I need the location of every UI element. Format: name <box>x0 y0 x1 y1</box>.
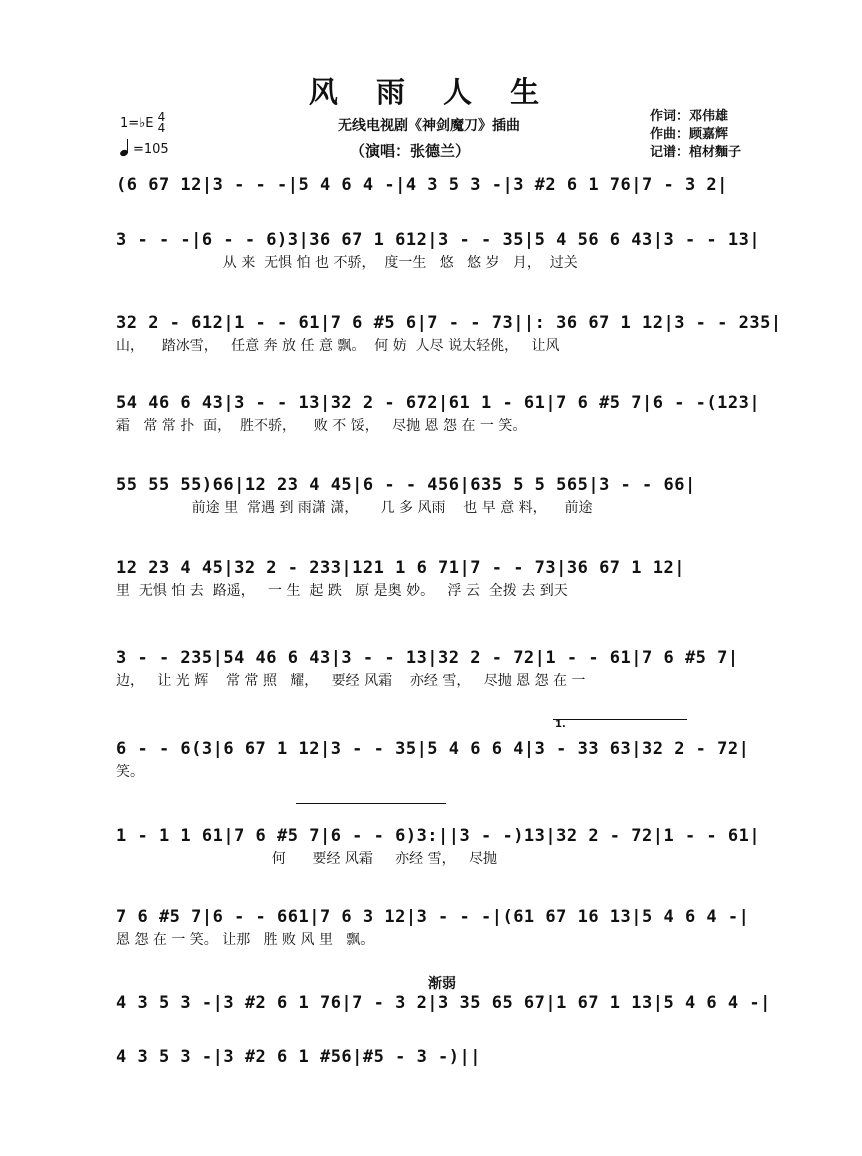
transcriber-credit: 记谱：棺材麵子 <box>650 145 742 160</box>
score-system <box>116 172 766 218</box>
lyrics-line: 山， 踏冰雪， 任意 奔 放 任 意 飘。 何 妨 人尽 说太轻佻， 让风 <box>116 338 560 354</box>
quarter-note-icon <box>120 140 130 156</box>
lyrics-line: 恩 怨 在 一 笑。 让那 胜 败 风 里 飘。 <box>116 932 375 948</box>
key-signature: 1=♭E <box>120 115 154 131</box>
lyrics-line: 从 来 无惧 怕 也 不骄， 度一生 悠 悠 岁 月， 过关 <box>116 255 578 271</box>
score-system <box>116 390 766 436</box>
notation-line: 6 - - 6(3|6 67 1 12|3 - - 35|5 4 6 6 4|3 - 33 63|32 2 - 72| <box>116 739 750 759</box>
notation-line: 3 - - 235|54 46 6 43|3 - - 13|32 2 - 72|1 - - 61|7 6 #5 7| <box>116 648 739 668</box>
notation-line: 4 3 5 3 -|3 #2 6 1 #56|#5 - 3 -)|| <box>116 1047 481 1067</box>
lyrics-line: 霜 常 常 扑 面， 胜不骄， 败 不 馁， 尽抛 恩 怨 在 一 笑。 <box>116 418 527 434</box>
notation-line: 55 55 55)66|12 23 4 45|6 - - 456|635 5 5 565|3 - - 66| <box>116 475 696 495</box>
credits-block <box>650 108 741 162</box>
singer-credit: （演唱：张德兰） <box>350 142 471 160</box>
lyrics-line: 前途 里 常遇 到 雨潇 潇， 几 多 风雨 也 早 意 料， 前途 <box>116 500 593 516</box>
time-signature-top: 4 <box>157 110 166 124</box>
notation-line: 4 3 5 3 -|3 #2 6 1 76|7 - 3 2|3 35 65 67|1 67 1 13|5 4 6 4 -| <box>116 993 771 1013</box>
lyrics-line: 何 要经 风霜 亦经 雪， 尽抛 <box>116 851 497 867</box>
score-system <box>116 990 771 1036</box>
notation-line: 7 6 #5 7|6 - - 661|7 6 3 12|3 - - -|(61 67 16 13|5 4 6 4 -| <box>116 907 750 927</box>
lyrics-line <box>116 1016 766 1036</box>
score-system <box>116 227 766 273</box>
lyrics-line: 里 无惧 怕 去 路遥， 一 生 起 跌 原 是奥 妙。 浮 云 全拨 去 到天 <box>116 583 568 599</box>
tempo-value: =105 <box>133 142 169 157</box>
lyrics-line <box>116 1070 766 1090</box>
song-title: 风 雨 人 生 <box>308 75 554 109</box>
lyricist-credit: 作词：邓伟雄 <box>650 109 729 124</box>
notation-line: 12 23 4 45|32 2 - 233|121 1 6 71|7 - - 73|36 67 1 12| <box>116 558 685 578</box>
score-system <box>116 823 766 869</box>
notation-line: 54 46 6 43|3 - - 13|32 2 - 672|61 1 - 61|7 6 #5 7|6 - -(123| <box>116 393 761 413</box>
score-system <box>116 310 782 356</box>
song-subtitle: 无线电视剧《神剑魔刀》插曲 <box>338 118 520 134</box>
notation-line: 32 2 - 612|1 - - 61|7 6 #5 6|7 - - 73||: 36 67 1 12|3 - - 235| <box>116 313 782 333</box>
notation-line: 1 - 1 1 61|7 6 #5 7|6 - - 6)3:||3 - -)13|32 2 - 72|1 - - 61| <box>116 826 761 846</box>
score-system <box>116 645 766 691</box>
notation-line: (6 67 12|3 - - -|5 4 6 4 -|4 3 5 3 -|3 #2 6 1 76|7 - 3 2| <box>116 175 728 195</box>
composer-credit: 作曲：顾嘉辉 <box>650 127 729 142</box>
score-system <box>116 736 766 782</box>
dynamic-marking: 渐弱 <box>428 976 456 992</box>
score-system <box>116 904 766 950</box>
score-system <box>116 1044 766 1090</box>
score-system <box>116 555 766 601</box>
lyrics-line: 笑。 <box>116 764 144 780</box>
time-signature-bottom: 4 <box>157 121 166 135</box>
key-tempo-block <box>120 112 169 158</box>
lyrics-line: 边， 让 光 辉 常 常 照 耀， 要经 风霜 亦经 雪， 尽抛 恩 怨 在 一 <box>116 673 586 689</box>
volta-label: 1. <box>555 719 566 730</box>
volta-bracket <box>553 719 687 720</box>
time-signature <box>158 112 166 134</box>
score-system <box>116 472 766 518</box>
notation-line: 3 - - -|6 - - 6)3|36 67 1 612|3 - - 35|5 4 56 6 43|3 - - 13| <box>116 230 761 250</box>
repeat-bracket <box>296 803 446 804</box>
lyrics-line <box>116 198 766 218</box>
